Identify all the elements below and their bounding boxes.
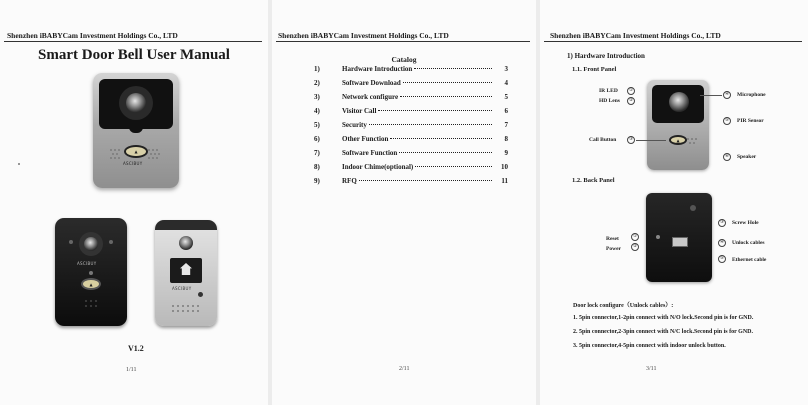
toc-leader-dots [415, 166, 492, 167]
section-heading: 1) Hardware Introduction [567, 52, 645, 60]
marker-hd-lens: ② [628, 98, 634, 103]
marker-screw-hole: ③ [719, 220, 725, 225]
toc-page-number: 3 [504, 65, 508, 73]
page-header: Shenzhen iBABYCam Investment Holdings Co., LTD [7, 31, 178, 40]
header-rule [544, 41, 802, 42]
marker-ethernet-cable: ⑤ [719, 256, 725, 261]
header-rule [276, 41, 530, 42]
toc-page-number: 7 [504, 121, 508, 129]
toc-leader-dots [399, 152, 492, 153]
toc-title: Indoor Chime(optional) [342, 163, 414, 171]
toc-row[interactable] [314, 121, 508, 132]
toc-row[interactable] [314, 107, 508, 118]
callout-line [636, 140, 666, 141]
callout-line [700, 95, 722, 96]
label-ethernet-cable: Ethernet cable [732, 257, 767, 263]
page-number: 1/11 [126, 367, 137, 373]
panel-notch [129, 127, 143, 133]
toc-row[interactable] [314, 149, 508, 160]
toc-number: 4) [314, 107, 320, 115]
scan-dot [18, 163, 20, 165]
toc-row[interactable] [314, 163, 508, 174]
toc-page-number: 5 [504, 93, 508, 101]
toc-title: Software Download [342, 79, 401, 87]
manual-page-3 [540, 0, 808, 405]
toc-number: 6) [314, 135, 320, 143]
toc-title: Network configure [342, 93, 399, 101]
marker-unlock-cables: ④ [719, 240, 725, 245]
manual-page-2 [272, 0, 536, 405]
header-rule [4, 41, 262, 42]
toc-title: Other Function [342, 135, 389, 143]
doorbell-photo-silver [93, 73, 179, 188]
door-lock-note: 2. 5pin connector,2-3pin connect with N/C lock.Second pin is for GND. [573, 329, 754, 335]
marker-pir-sensor: ⑤ [724, 118, 730, 123]
indicator-light [89, 271, 93, 275]
display-screen [170, 258, 202, 283]
ethernet-port [672, 237, 688, 247]
toc-leader-dots [400, 96, 492, 97]
toc-number: 2) [314, 79, 320, 87]
toc-page-number: 10 [501, 163, 508, 171]
toc-number: 3) [314, 93, 320, 101]
toc-title: Software Function [342, 149, 398, 157]
label-call-button: Call Button [589, 137, 617, 143]
toc-number: 8) [314, 163, 320, 171]
badge-face: ▲ [671, 137, 685, 143]
back-panel-photo [646, 193, 712, 282]
label-screw-hole: Screw Hole [732, 220, 759, 226]
toc-leader-dots [369, 124, 492, 125]
call-button-badge [81, 278, 101, 290]
marker-reset: ① [632, 234, 638, 239]
label-unlock-cables: Unlock cables [732, 240, 765, 246]
call-button-badge [124, 145, 148, 158]
door-lock-note: 1. 5pin connector,1-2pin connect with N/O lock.Second pin is for GND. [573, 315, 754, 321]
marker-microphone: ④ [724, 92, 730, 97]
toc-page-number: 11 [501, 177, 508, 185]
doorbell-photo-black [55, 218, 127, 326]
ir-led-dots [69, 240, 73, 244]
label-ir-led: IR LED [599, 88, 618, 94]
toc-row[interactable] [314, 93, 508, 104]
toc-title: RFQ [342, 177, 357, 185]
brand-label: ASCIBUY [172, 286, 192, 291]
toc-title: Visitor Call [342, 107, 377, 115]
label-reset: Reset [606, 236, 619, 242]
top-cap [155, 220, 217, 230]
hd-lens [179, 236, 193, 250]
toc-number: 1) [314, 65, 320, 73]
toc-title: Hardware Introduction [342, 65, 413, 73]
marker-ir-led: ① [628, 88, 634, 93]
toc-page-number: 4 [504, 79, 508, 87]
toc-row[interactable] [314, 135, 508, 146]
label-pir-sensor: PIR Sensor [737, 118, 764, 124]
brand-label: ASCIBUY [77, 261, 97, 266]
toc-row[interactable] [314, 79, 508, 90]
toc-title: Security [342, 121, 367, 129]
page-header: Shenzhen iBABYCam Investment Holdings Co., LTD [550, 31, 721, 40]
label-speaker: Speaker [737, 154, 757, 160]
reset-button [656, 235, 660, 239]
toc-page-number: 6 [504, 107, 508, 115]
house-icon [180, 263, 192, 275]
badge-face: ▲ [126, 147, 146, 156]
toc-number: 5) [314, 121, 320, 129]
toc-number: 9) [314, 177, 320, 185]
marker-speaker: ⑥ [724, 154, 730, 159]
screw-hole [690, 205, 696, 211]
label-hd-lens: HD Lens [599, 98, 620, 104]
toc-leader-dots [414, 68, 492, 69]
toc-page-number: 8 [504, 135, 508, 143]
manual-page-1 [0, 0, 268, 405]
marker-call-button: ③ [628, 137, 634, 142]
ir-led-dots [109, 240, 113, 244]
label-power: Power [606, 246, 621, 252]
label-microphone: Microphone [737, 92, 766, 98]
door-lock-note: 3. 5pin connector,4-5pin connect with indoor unlock button. [573, 343, 726, 349]
manual-title: Smart Door Bell User Manual [38, 47, 230, 63]
front-panel-heading: 1.1. Front Panel [572, 66, 617, 73]
hd-lens [84, 237, 98, 251]
toc-leader-dots [378, 110, 492, 111]
catalog-title: Catalog [391, 55, 417, 64]
door-lock-title: Door lock configure（Unlock cables）: [573, 303, 674, 309]
toc-page-number: 9 [504, 149, 508, 157]
toc-leader-dots [359, 180, 492, 181]
toc-leader-dots [403, 82, 492, 83]
doorbell-photo-white [155, 220, 217, 326]
marker-power: ② [632, 244, 638, 249]
page-number: 3/11 [646, 366, 657, 372]
version-label: V1.2 [128, 344, 144, 353]
hd-lens [669, 92, 689, 112]
brand-label: ASCIBUY [123, 161, 143, 166]
toc-number: 7) [314, 149, 320, 157]
back-panel-heading: 1.2. Back Panel [572, 177, 615, 184]
toc-leader-dots [390, 138, 492, 139]
toc-row[interactable] [314, 65, 508, 76]
call-button-badge [669, 135, 687, 145]
front-panel-photo [647, 80, 709, 170]
badge-face: ▲ [83, 280, 99, 288]
page-number: 2/11 [399, 366, 410, 372]
hd-lens [126, 93, 146, 113]
page-header: Shenzhen iBABYCam Investment Holdings Co., LTD [278, 31, 449, 40]
button-dot [198, 292, 203, 297]
toc-row[interactable] [314, 177, 508, 188]
